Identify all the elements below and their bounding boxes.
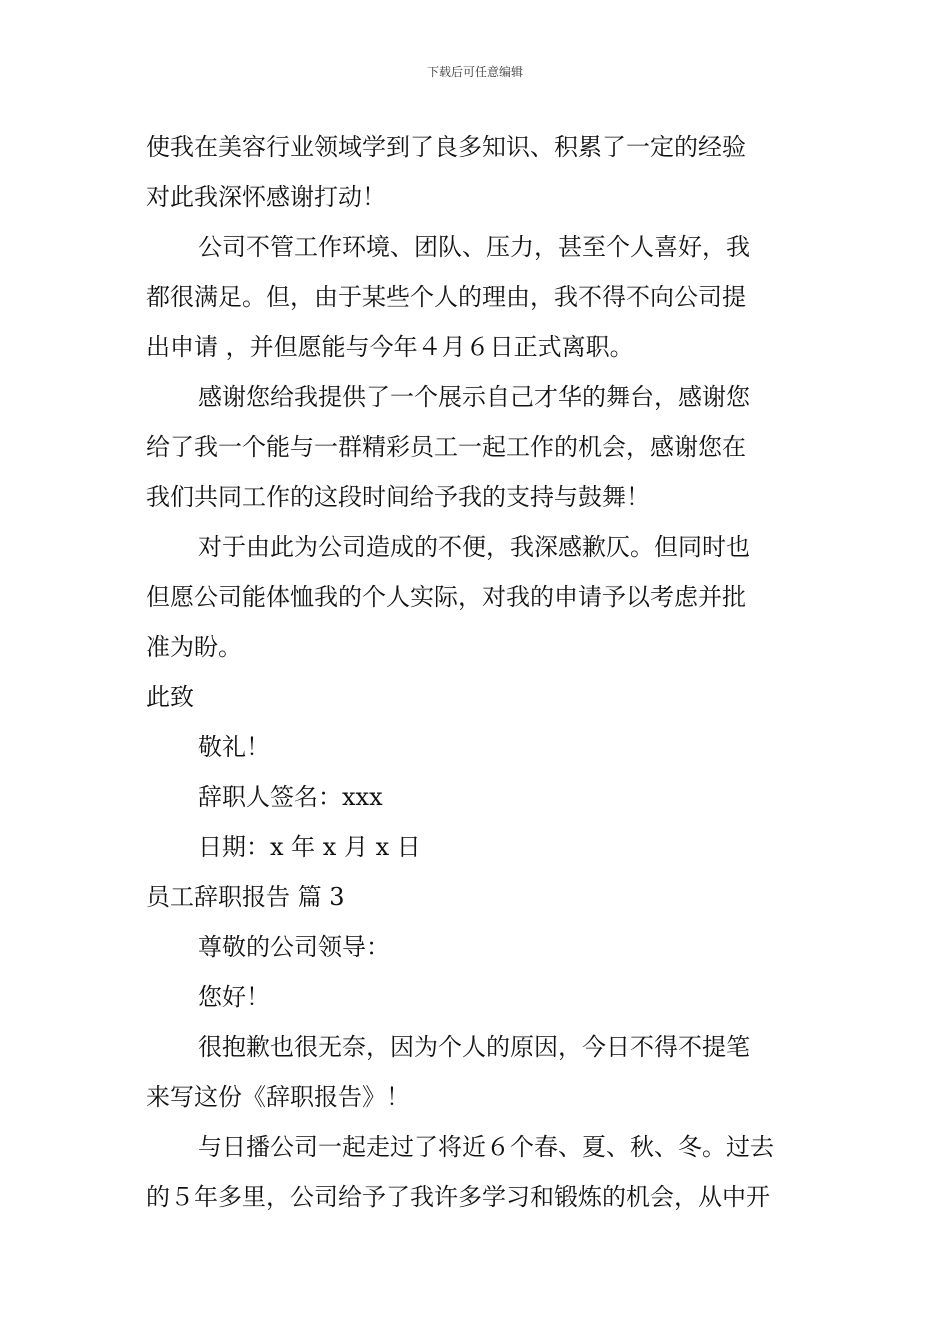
page-header: 下载后可任意编辑: [426, 65, 523, 79]
text-line: 此致: [146, 683, 194, 711]
text-line: 与日播公司一起走过了将近６个春、夏、秋、冬。过去: [198, 1133, 774, 1161]
text-line: 准为盼。: [146, 633, 242, 661]
text-line: 使我在美容行业领域学到了良多知识、积累了一定的经验: [146, 133, 746, 161]
text-line: 但愿公司能体恤我的个人实际，对我的申请予以考虑并批: [146, 583, 746, 611]
text-line: 敬礼！: [198, 733, 270, 761]
text-line: 辞职人签名：xxx: [198, 783, 383, 811]
text-line: 公司不管工作环境、团队、压力，甚至个人喜好，我: [198, 233, 750, 261]
text-line: 对此我深怀感谢打动！: [146, 183, 386, 211]
text-line: 的５年多里，公司给予了我许多学习和锻炼的机会，从中开: [146, 1183, 770, 1211]
text-line: 给了我一个能与一群精彩员工一起工作的机会，感谢您在: [146, 433, 746, 461]
text-line: 出申请 ，并但愿能与今年４月６日正式离职。: [146, 333, 634, 361]
text-line: 尊敬的公司领导：: [198, 933, 390, 961]
text-line: 都很满足。但，由于某些个人的理由，我不得不向公司提: [146, 283, 746, 311]
text-line: 对于由此为公司造成的不便，我深感歉仄。但同时也: [198, 533, 750, 561]
text-line: 我们共同工作的这段时间给予我的支持与鼓舞！: [146, 483, 650, 511]
text-line: 日期：x 年 x 月 x 日: [198, 833, 421, 861]
text-line: 很抱歉也很无奈，因为个人的原因，今日不得不提笔: [198, 1033, 750, 1061]
text-line: 来写这份《辞职报告》！: [146, 1083, 410, 1111]
document-body: [146, 122, 806, 1222]
text-line: 员工辞职报告 篇 3: [146, 883, 345, 911]
text-line: 感谢您给我提供了一个展示自己才华的舞台，感谢您: [198, 383, 750, 411]
text-line: 您好！: [198, 983, 270, 1011]
